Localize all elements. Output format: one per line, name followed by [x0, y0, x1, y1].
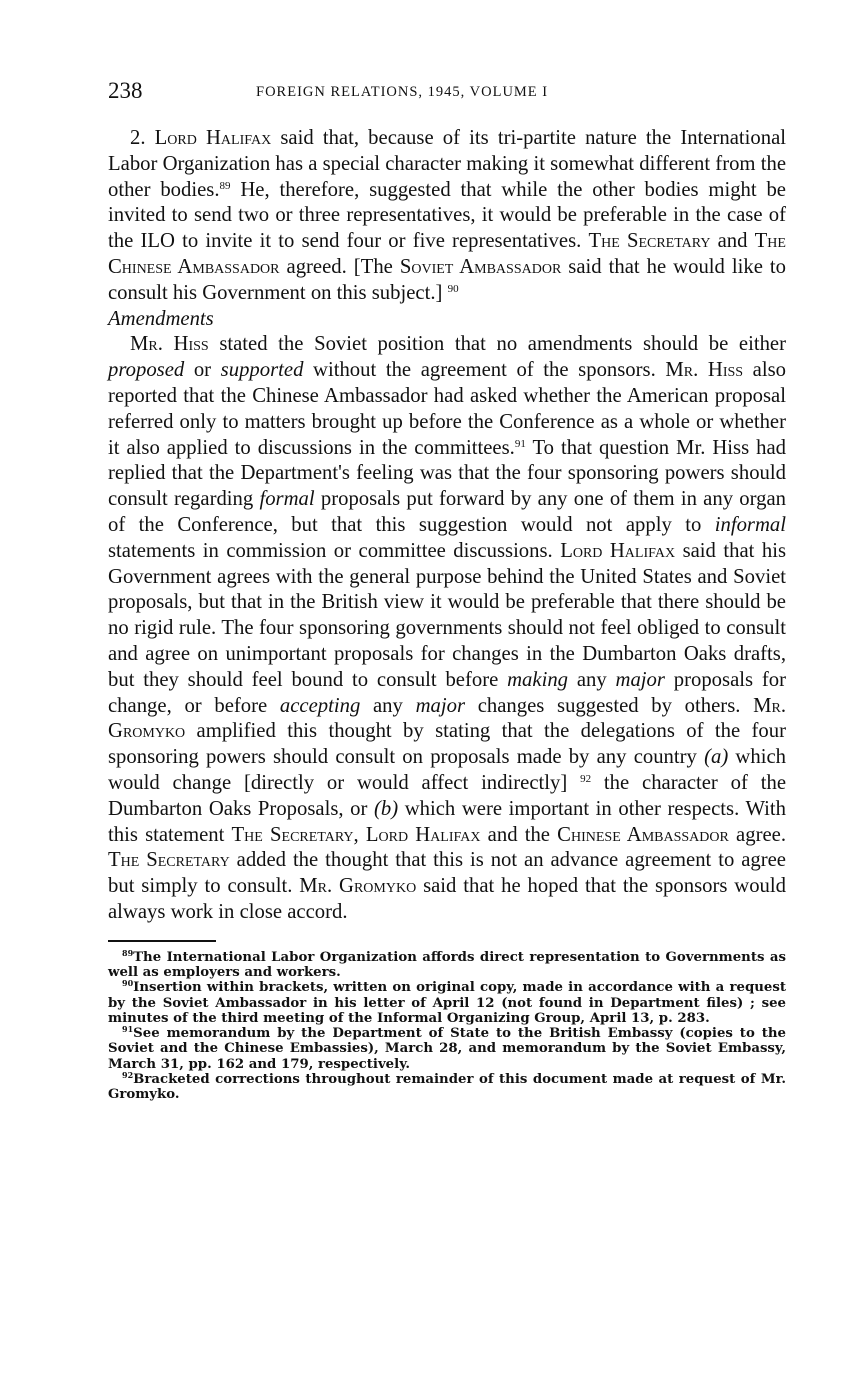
- text-run: proposals for change, or before: [108, 668, 786, 717]
- footnote-number: 89: [122, 947, 134, 958]
- emphasis: (a): [704, 746, 729, 769]
- emphasis: supported: [220, 359, 304, 382]
- text-run: said that, because of its tri-partite nature the International Labor Organization has a special character making it somewhat different from the other bodies.: [108, 127, 787, 201]
- text-run: agree.: [728, 823, 786, 846]
- speaker-name: Mr. Hiss: [130, 333, 209, 356]
- text-run: amplified this thought by stating that the delegations of the four sponsoring powers should consult on proposals made by any country: [108, 720, 786, 769]
- speaker-name: Mr. Gromyko: [108, 694, 787, 743]
- speaker-name: The Chinese Ambassador: [108, 230, 786, 278]
- speaker-name: The Secretary: [108, 849, 230, 872]
- text-run: which would change [directly or would affect indirectly]: [108, 746, 786, 794]
- text-run: He, therefore, suggested that while the other bodies might be invited to send two or three representatives, it would be preferable in the case of the ILO to invite it to send four or five representatives.: [108, 178, 786, 253]
- speaker-name: Lord Halifax: [365, 823, 481, 846]
- emphasis: (b): [373, 797, 399, 820]
- footnote-text: Bracketed corrections throughout remainder of this document made at request of Mr. Gromyko.: [108, 1072, 786, 1103]
- text-run: any: [568, 668, 616, 691]
- text-run: the character of the Dumbarton Oaks Proposals, or: [108, 771, 787, 820]
- running-head: FOREIGN RELATIONS, 1945, VOLUME I: [256, 84, 549, 100]
- footnote-divider: [108, 940, 216, 942]
- paragraph-ilo: [108, 126, 786, 307]
- text-run: changes suggested by others.: [465, 694, 754, 717]
- footnote-number: 92: [122, 1070, 134, 1081]
- footnote-90: [108, 980, 786, 1026]
- footnote-ref-91: 91: [514, 437, 526, 450]
- text-run: To that question Mr. Hiss had replied that the Department's feeling was that the four sponsoring powers should consult regarding: [108, 436, 786, 511]
- text-run: statements in commission or committee discussions.: [108, 539, 561, 562]
- emphasis: accepting: [279, 694, 361, 717]
- footnote-number: 90: [122, 978, 134, 989]
- footnote-text: Insertion within brackets, written on original copy, made in accordance with a request by the Soviet Ambassador in his letter of April 12 (not found in Department files) ; see minutes of the third meeting of the Informal Organizing Group, April 13, p. 283.: [108, 980, 786, 1026]
- emphasis: formal: [259, 488, 315, 511]
- speaker-name: Soviet Ambassador: [399, 255, 562, 278]
- text-run: agreed. [The: [279, 255, 400, 278]
- text-run: said that his Government agrees with the general purpose behind the United States and Soviet proposals, but that in the British view it would be preferable that there should be no rigid rule. The four sponsoring governments should not feel obliged to consult and agree on unimportant proposals for changes in the Dumbarton Oaks drafts, but they should feel bound to consult before: [108, 539, 786, 691]
- page-header: [108, 78, 786, 112]
- text-run: any: [360, 694, 416, 717]
- speaker-name: Lord Halifax: [154, 127, 272, 149]
- emphasis: proposed: [108, 359, 185, 382]
- text-run: and the: [480, 823, 558, 846]
- text-run: said that he would like to consult his Government on this subject.]: [108, 255, 786, 304]
- emphasis: informal: [714, 513, 786, 536]
- footnote-91: [108, 1026, 786, 1072]
- footnotes: [108, 947, 786, 1103]
- text-run: stated the Soviet position that no amendments should be either: [208, 333, 786, 356]
- text-run: without the agreement of the sponsors.: [303, 359, 666, 382]
- footnote-text: The International Labor Organization affords direct representation to Governments as well as employers and workers.: [108, 949, 786, 980]
- section-heading: Amendments: [108, 307, 214, 330]
- text-run: said that he hoped that the sponsors would always work in close accord.: [108, 875, 786, 923]
- text-run: which were important in other respects. With this statement: [108, 797, 787, 846]
- paragraph-number: 2.: [130, 127, 155, 149]
- footnote-number: 91: [122, 1024, 134, 1035]
- footnote-92: [108, 1072, 786, 1103]
- text-run: proposals put forward by any one of them in any organ of the Conference, but that this suggestion would not apply to: [108, 488, 786, 536]
- speaker-name: The Secretary: [231, 823, 354, 846]
- emphasis: major: [615, 668, 665, 691]
- footnote-text: See memorandum by the Department of State to the British Embassy (copies to the Soviet and the Chinese Embassies), March 28, and memorandum by the Soviet Embassy, March 31, pp. 162 and 179, respectively.: [108, 1026, 786, 1072]
- footnote-ref-89: 89: [219, 179, 231, 192]
- paragraph-amendments: [108, 332, 786, 925]
- emphasis: making: [507, 668, 569, 691]
- emphasis: major: [415, 694, 466, 717]
- text-run: ,: [353, 823, 366, 846]
- footnote-89: [108, 947, 786, 981]
- text-run: and: [710, 230, 755, 253]
- footnote-ref-90: 90: [447, 282, 459, 295]
- speaker-name: Mr. Hiss: [665, 359, 744, 382]
- document-page: [108, 78, 786, 1103]
- footnote-ref-92: 92: [580, 772, 592, 785]
- text-run: or: [184, 359, 221, 382]
- speaker-name: Mr. Gromyko: [299, 875, 417, 898]
- speaker-name: The Secretary: [588, 230, 711, 253]
- page-number: 238: [108, 78, 143, 103]
- text-run: also reported that the Chinese Ambassador had asked whether the American proposal referred only to matters brought up before the Conference as a whole or whether it also applied to discussions in the committees.: [108, 359, 786, 459]
- body-text: [108, 126, 786, 926]
- text-run: added the thought that this is not an advance agreement to agree but simply to consult.: [108, 849, 786, 898]
- speaker-name: Lord Halifax: [560, 539, 676, 562]
- speaker-name: Chinese Ambassador: [557, 823, 729, 846]
